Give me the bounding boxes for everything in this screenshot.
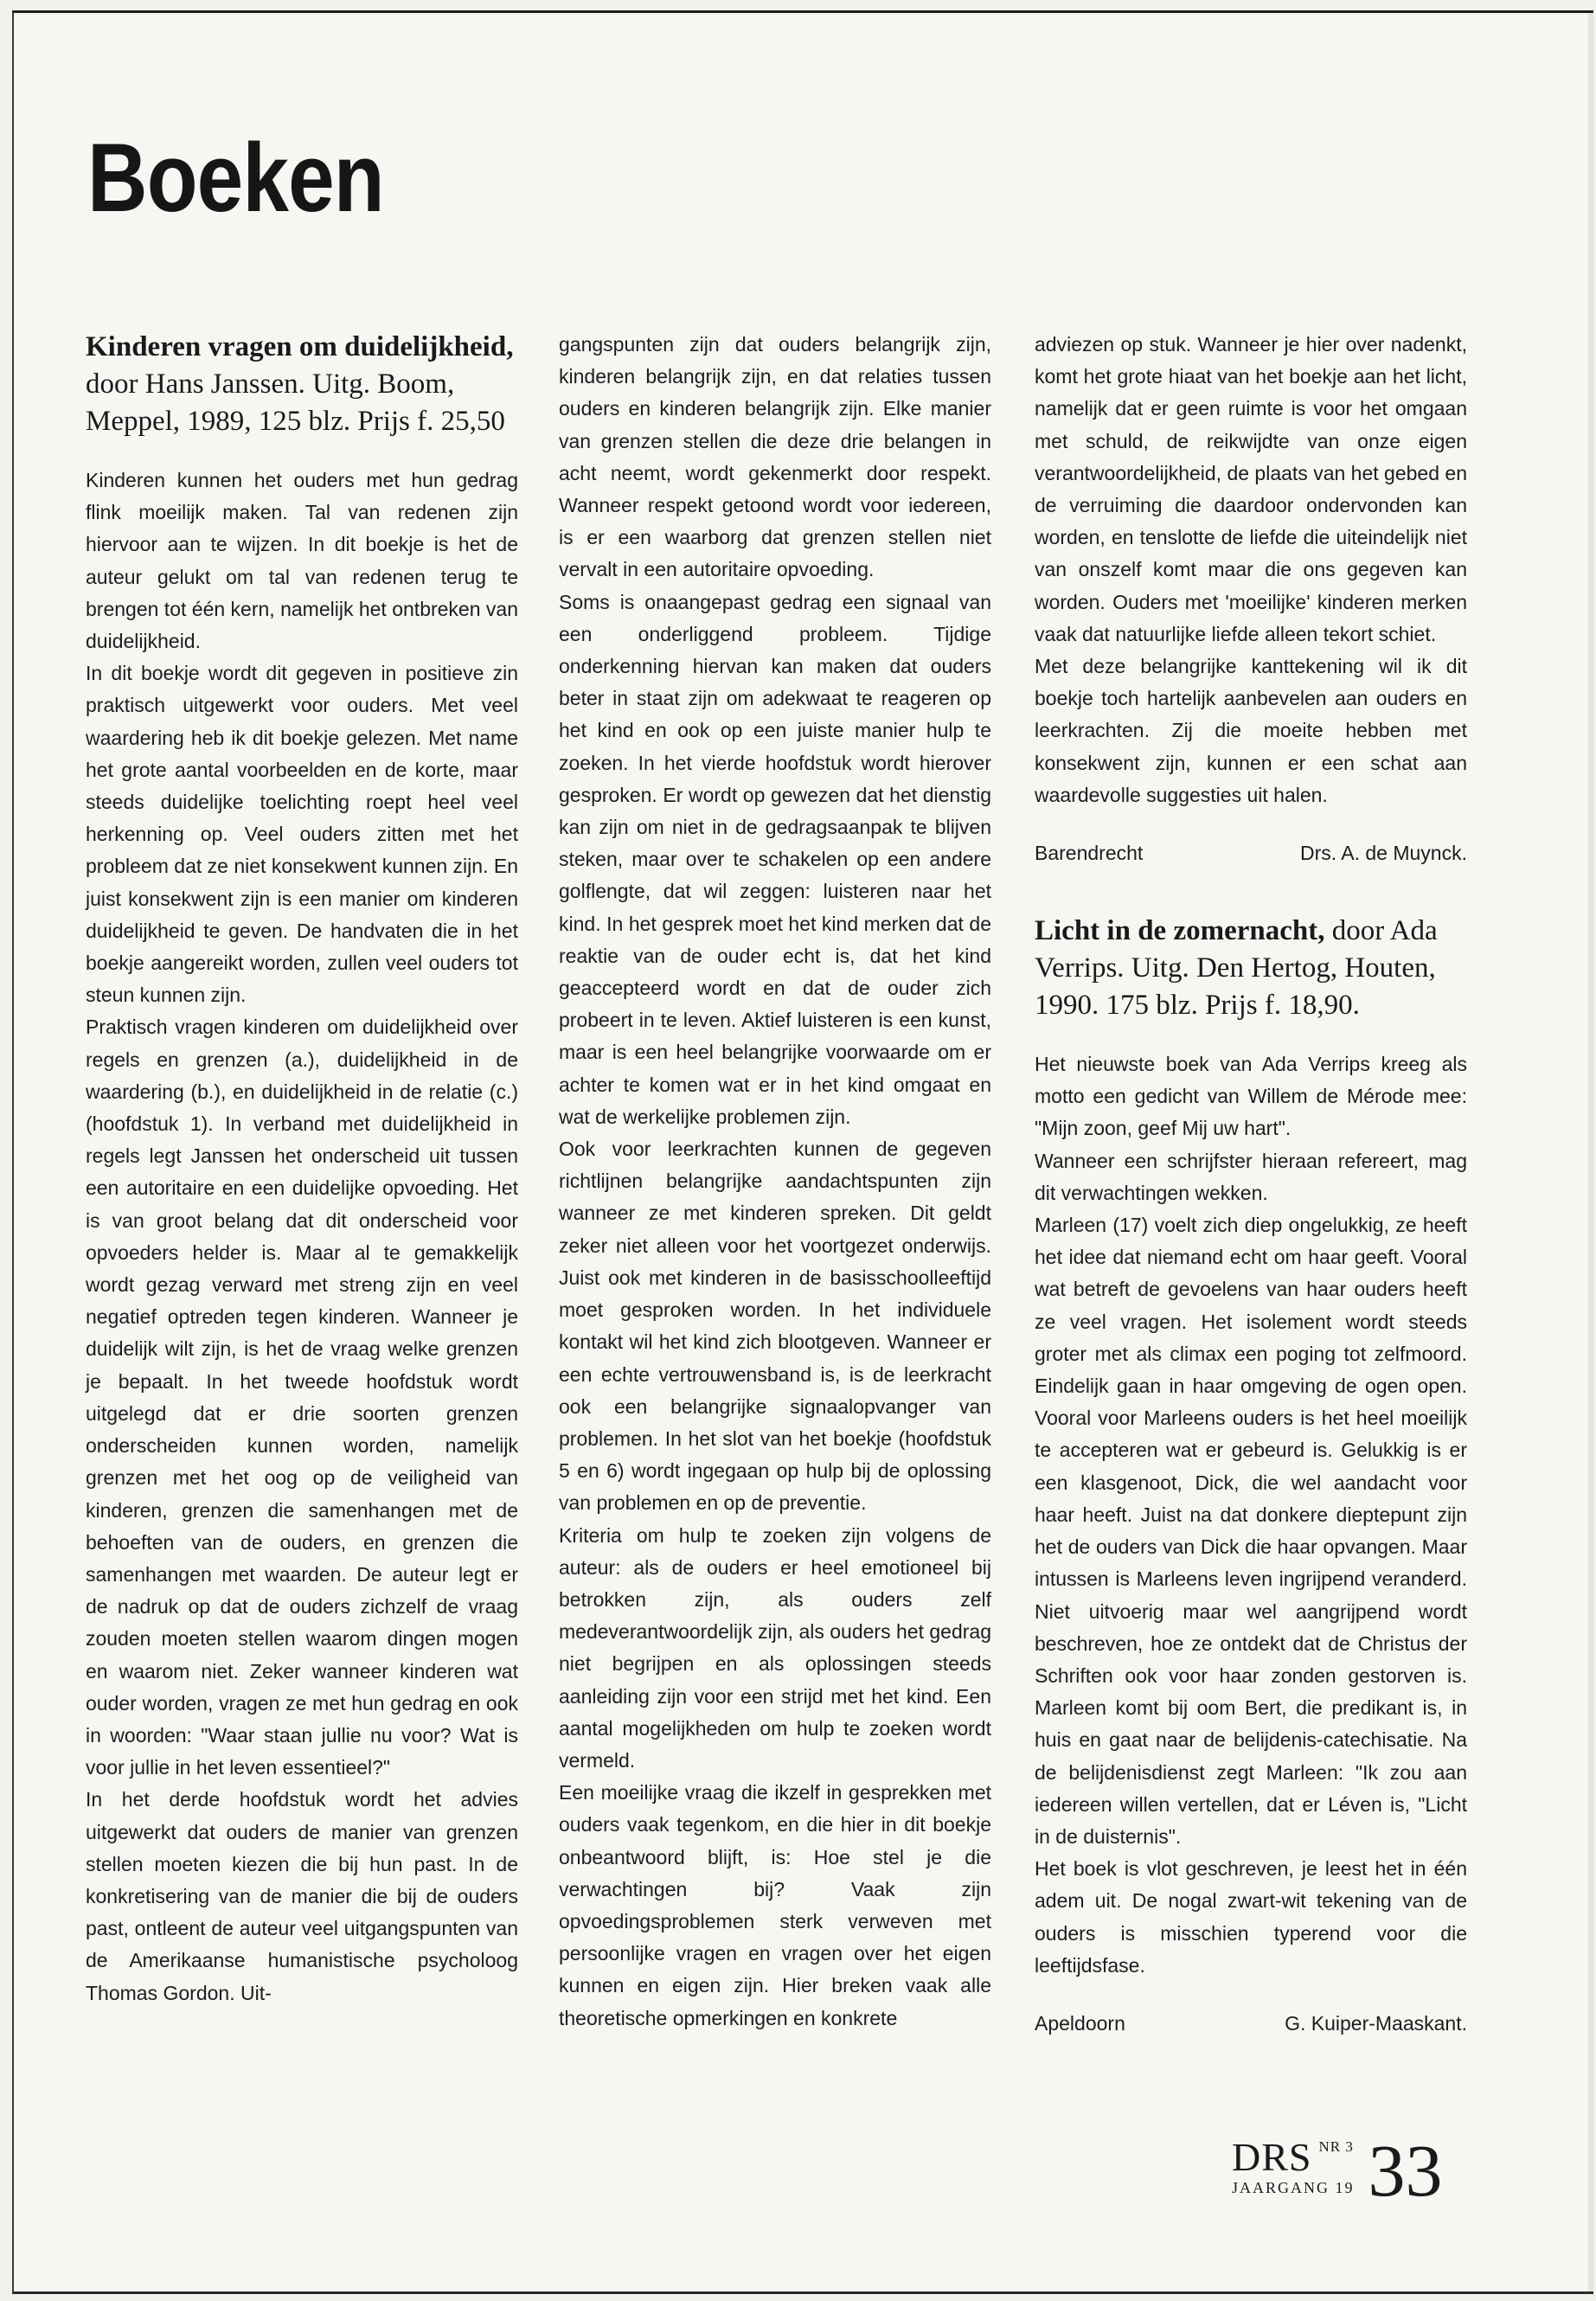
- review-2-signature: [1035, 2008, 1467, 2040]
- review-2-book-title: Licht in de zomernacht,: [1035, 915, 1325, 947]
- magazine-info: [1232, 2135, 1355, 2204]
- paragraph: Ook voor leerkrachten kunnen de gegeven richtlijnen belangrijke aandachtspunten zijn wanneer ze met kinderen spreken. Dit geldt zeker niet alleen voor het voortgezet onderwijs. Juist ook met kinderen in de basisschoolleeftijd moet gesproken worden. In het individuele kontakt wil het kind zich blootgeven. Wanneer er een echte vertrouwensband is, is de leerkracht ook een belangrijke signaalopvanger van problemen. In het slot van het boekje (hoofdstuk 5 en 6) wordt ingegaan op hulp bij de oplossing van problemen en op de preventie.: [559, 1138, 991, 1515]
- paragraph: In dit boekje wordt dit gegeven in positieve zin praktisch uitgewerkt voor ouders. Met veel waardering heb ik dit boekje gelezen. Met name het grote aantal voorbeelden en de korte, maar steeds duidelijke toelichting roept heel veel herkenning op. Veel ouders zitten met het probleem dat ze niet konsekwent kunnen zijn. En juist konsekwent zijn is een manier om kinderen duidelijkheid te geven. De handvaten die in het boekje aangereikt worden, zullen veel ouders tot steun kunnen zijn.: [86, 662, 518, 1007]
- column-2: [559, 329, 991, 2035]
- paragraph: Een moeilijke vraag die ikzelf in gesprekken met ouders vaak tegenkom, en die hier in dit boekje onbeantwoord blijft, is: Hoe stel je die verwachtingen bij? Vaak zijn opvoedingsproblemen sterk verweven met persoonlijke vragen en vragen over het eigen kunnen en eigen zijn. Hier breken vaak alle theoretische opmerkingen en konkrete: [559, 1781, 991, 2029]
- paragraph: Praktisch vragen kinderen om duidelijkheid over regels en grenzen (a.), duidelijkheid in de waardering (b.), en duidelijkheid in de relatie (c.) (hoofdstuk 1). In verband met duidelijkheid in regels legt Janssen het onderscheid uit tussen een autoritaire en een duidelijke opvoeding. Het is van groot belang dat dit onderscheid voor opvoeders helder is. Maar al te gemakkelijk wordt gezag verward met streng zijn en veel negatief optreden tegen kinderen. Wanneer je duidelijk wilt zijn, is het de vraag welke grenzen je bepaalt. In het tweede hoofdstuk wordt uitgelegd dat er drie soorten grenzen onderscheiden kunnen worden, namelijk grenzen met het oog op de veiligheid van kinderen, grenzen die samenhangen met de behoeften van de ouders, en grenzen die samenhangen met waarden. De auteur legt er de nadruk op dat de ouders zichzelf de vraag zouden moeten stellen waarom dingen mogen en waarom niet. Zeker wanneer kinderen wat ouder worden, vragen ze met hun gedrag en ook in woorden: "Waar staan jullie nu voor? Wat is voor jullie in het leven essentieel?": [86, 1016, 518, 1779]
- paragraph: Kinderen kunnen het ouders met hun gedrag flink moeilijk maken. Tal van redenen zijn hiervoor aan te wijzen. In dit boekje is het de auteur gelukt om tal van redenen terug te brengen tot één kern, namelijk het ontbreken van duidelijkheid.: [86, 469, 518, 653]
- volume-year: JAARGANG 19: [1232, 2179, 1355, 2196]
- paragraph: Marleen (17) voelt zich diep ongelukkig, ze heeft het idee dat niemand echt om haar geeft. Vooral wat betreft de gevoelens van haar ouders heeft ze veel vragen. Het isolement wordt steeds groter met als climax een poging tot zelfmoord. Eindelijk gaan in haar omgeving de ogen open. Vooral voor Marleens ouders is het heel moeilijk te accepteren wat er gebeurd is. Gelukkig is er een klasgenoot, Dick, die wel aandacht voor haar heeft. Juist na dat donkere dieptepunt zijn het de ouders van Dick die haar opvangen. Maar intussen is Marleens leven ingrijpend veranderd. Niet uitvoerig maar wel aangrijpend wordt beschreven, hoe ze ontdekt dat de Christus der Schriften ook voor haar zonden gestorven is. Marleen komt bij oom Bert, die predikant is, in huis en gaat naar de belijdenis-catechisatie. Na de belijdenisdienst zegt Marleen: "Ik zou aan iedereen willen vertellen, dat er Léven is, "Licht in de duisternis".: [1035, 1214, 1467, 1848]
- paragraph: Wanneer een schrijfster hieraan refereert, mag dit verwachtingen wekken.: [1035, 1149, 1467, 1204]
- paragraph: adviezen op stuk. Wanneer je hier over nadenkt, komt het grote hiaat van het boekje aan het licht, namelijk dat er geen ruimte is voor het omgaan met schuld, de reikwijdte van onze eigen verantwoordelijkheid, de plaats van het gebed en de verruiming die daardoor ondervonden kan worden, en tenslotte de liefde die uiteindelijk niet van onszelf komt maar die ons gegeven kan worden. Ouders met 'moeilijke' kinderen merken vaak dat natuurlijke liefde alleen tekort schiet.: [1035, 333, 1467, 645]
- paragraph: Het boek is vlot geschreven, je leest het in één adem uit. De nogal zwart-wit tekening van de ouders is misschien typerend voor die leeftijdsfase.: [1035, 1857, 1467, 1977]
- review-2-book-details: door Ada Verrips. Uitg. Den Hertog, Houten, 1990. 175 blz. Prijs f. 18,90.: [1035, 915, 1438, 1022]
- column-3: [1035, 329, 1467, 2040]
- review-2-heading: [1035, 913, 1467, 1024]
- paragraph: Met deze belangrijke kanttekening wil ik dit boekje toch hartelijk aanbevelen aan ouders en leerkrachten. Zij die moeite hebben met konsekwent zijn, kunnen er een schat aan waardevolle suggesties uit halen.: [1035, 655, 1467, 806]
- issue-number: NR 3: [1318, 2138, 1354, 2155]
- review-1-book-title: Kinderen vragen om duidelijkheid,: [86, 331, 514, 362]
- paragraph: Kriteria om hulp te zoeken zijn volgens de auteur: als de ouders er heel emotioneel bij betrokken zijn, als ouders zelf medeverantwoordelijk zijn, als ouders het gedrag niet begrijpen en als oplossingen steeds aanleiding zijn voor een strijd met het kind. Een aantal mogelijkheden om hulp te zoeken wordt vermeld.: [559, 1523, 991, 1772]
- page-footer: [1232, 2129, 1443, 2212]
- review-2-place: Apeldoorn: [1035, 2011, 1125, 2035]
- page-number: 33: [1368, 2129, 1443, 2212]
- review-1-signature: [1035, 837, 1467, 869]
- review-2-author: G. Kuiper-Maaskant.: [1285, 2011, 1467, 2035]
- magazine-name: DRS: [1232, 2135, 1312, 2179]
- review-1-place: Barendrecht: [1035, 842, 1144, 865]
- review-1-author: Drs. A. de Muynck.: [1299, 842, 1467, 865]
- page-gutter: [1588, 13, 1593, 2291]
- review-1-book-details: door Hans Janssen. Uitg. Boom, Meppel, 1989, 125 blz. Prijs f. 25,50: [86, 369, 505, 437]
- paragraph: Het nieuwste boek van Ada Verrips kreeg als motto een gedicht van Willem de Mérode mee: "Mijn zoon, geef Mij uw hart".: [1035, 1053, 1467, 1140]
- column-1: [86, 329, 518, 2009]
- review-1-heading: [86, 329, 518, 440]
- paragraph: In het derde hoofdstuk wordt het advies uitgewerkt dat ouders de manier van grenzen stellen moeten kiezen die bij hun past. In de konkretisering van de manier die bij de ouders past, ontleent de auteur veel uitgangspunten van de Amerikaanse humanistische psycholoog Thomas Gordon. Uit-: [86, 1788, 518, 2004]
- magazine-page: [12, 10, 1593, 2294]
- paragraph: Soms is onaangepast gedrag een signaal van een onderliggend probleem. Tijdige onderkenning hiervan kan maken dat ouders beter in staat zijn om adekwaat te reageren op het kind en ook op een juiste manier hulp te zoeken. In het vierde hoofdstuk wordt hierover gesproken. Er wordt op gewezen dat het dienstig kan zijn om niet in de gedragsaanpak te blijven steken, maar over te schakelen op een andere golflengte, dat wil zeggen: luisteren naar het kind. In het gesprek moet het kind merken dat de reaktie van de ouder echt is, dat het kind geaccepteerd wordt en dat de ouder zich probeert in te leven. Aktief luisteren is een kunst, maar is een heel belangrijke voorwaarde om er achter te komen wat er in het kind omgaat en wat de werkelijke problemen zijn.: [559, 590, 991, 1128]
- magazine-masthead: [1232, 2135, 1354, 2179]
- section-title: Boeken: [87, 124, 384, 232]
- paragraph: gangspunten zijn dat ouders belangrijk zijn, kinderen belangrijk zijn, en dat relaties tussen ouders en kinderen belangrijk zijn. Elke manier van grenzen stellen die deze drie belangen in acht neemt, wordt gekenmerkt door respekt. Wanneer respekt getoond wordt voor iedereen, is er een waarborg dat grenzen stellen niet vervalt in een autoritaire opvoeding.: [559, 333, 991, 581]
